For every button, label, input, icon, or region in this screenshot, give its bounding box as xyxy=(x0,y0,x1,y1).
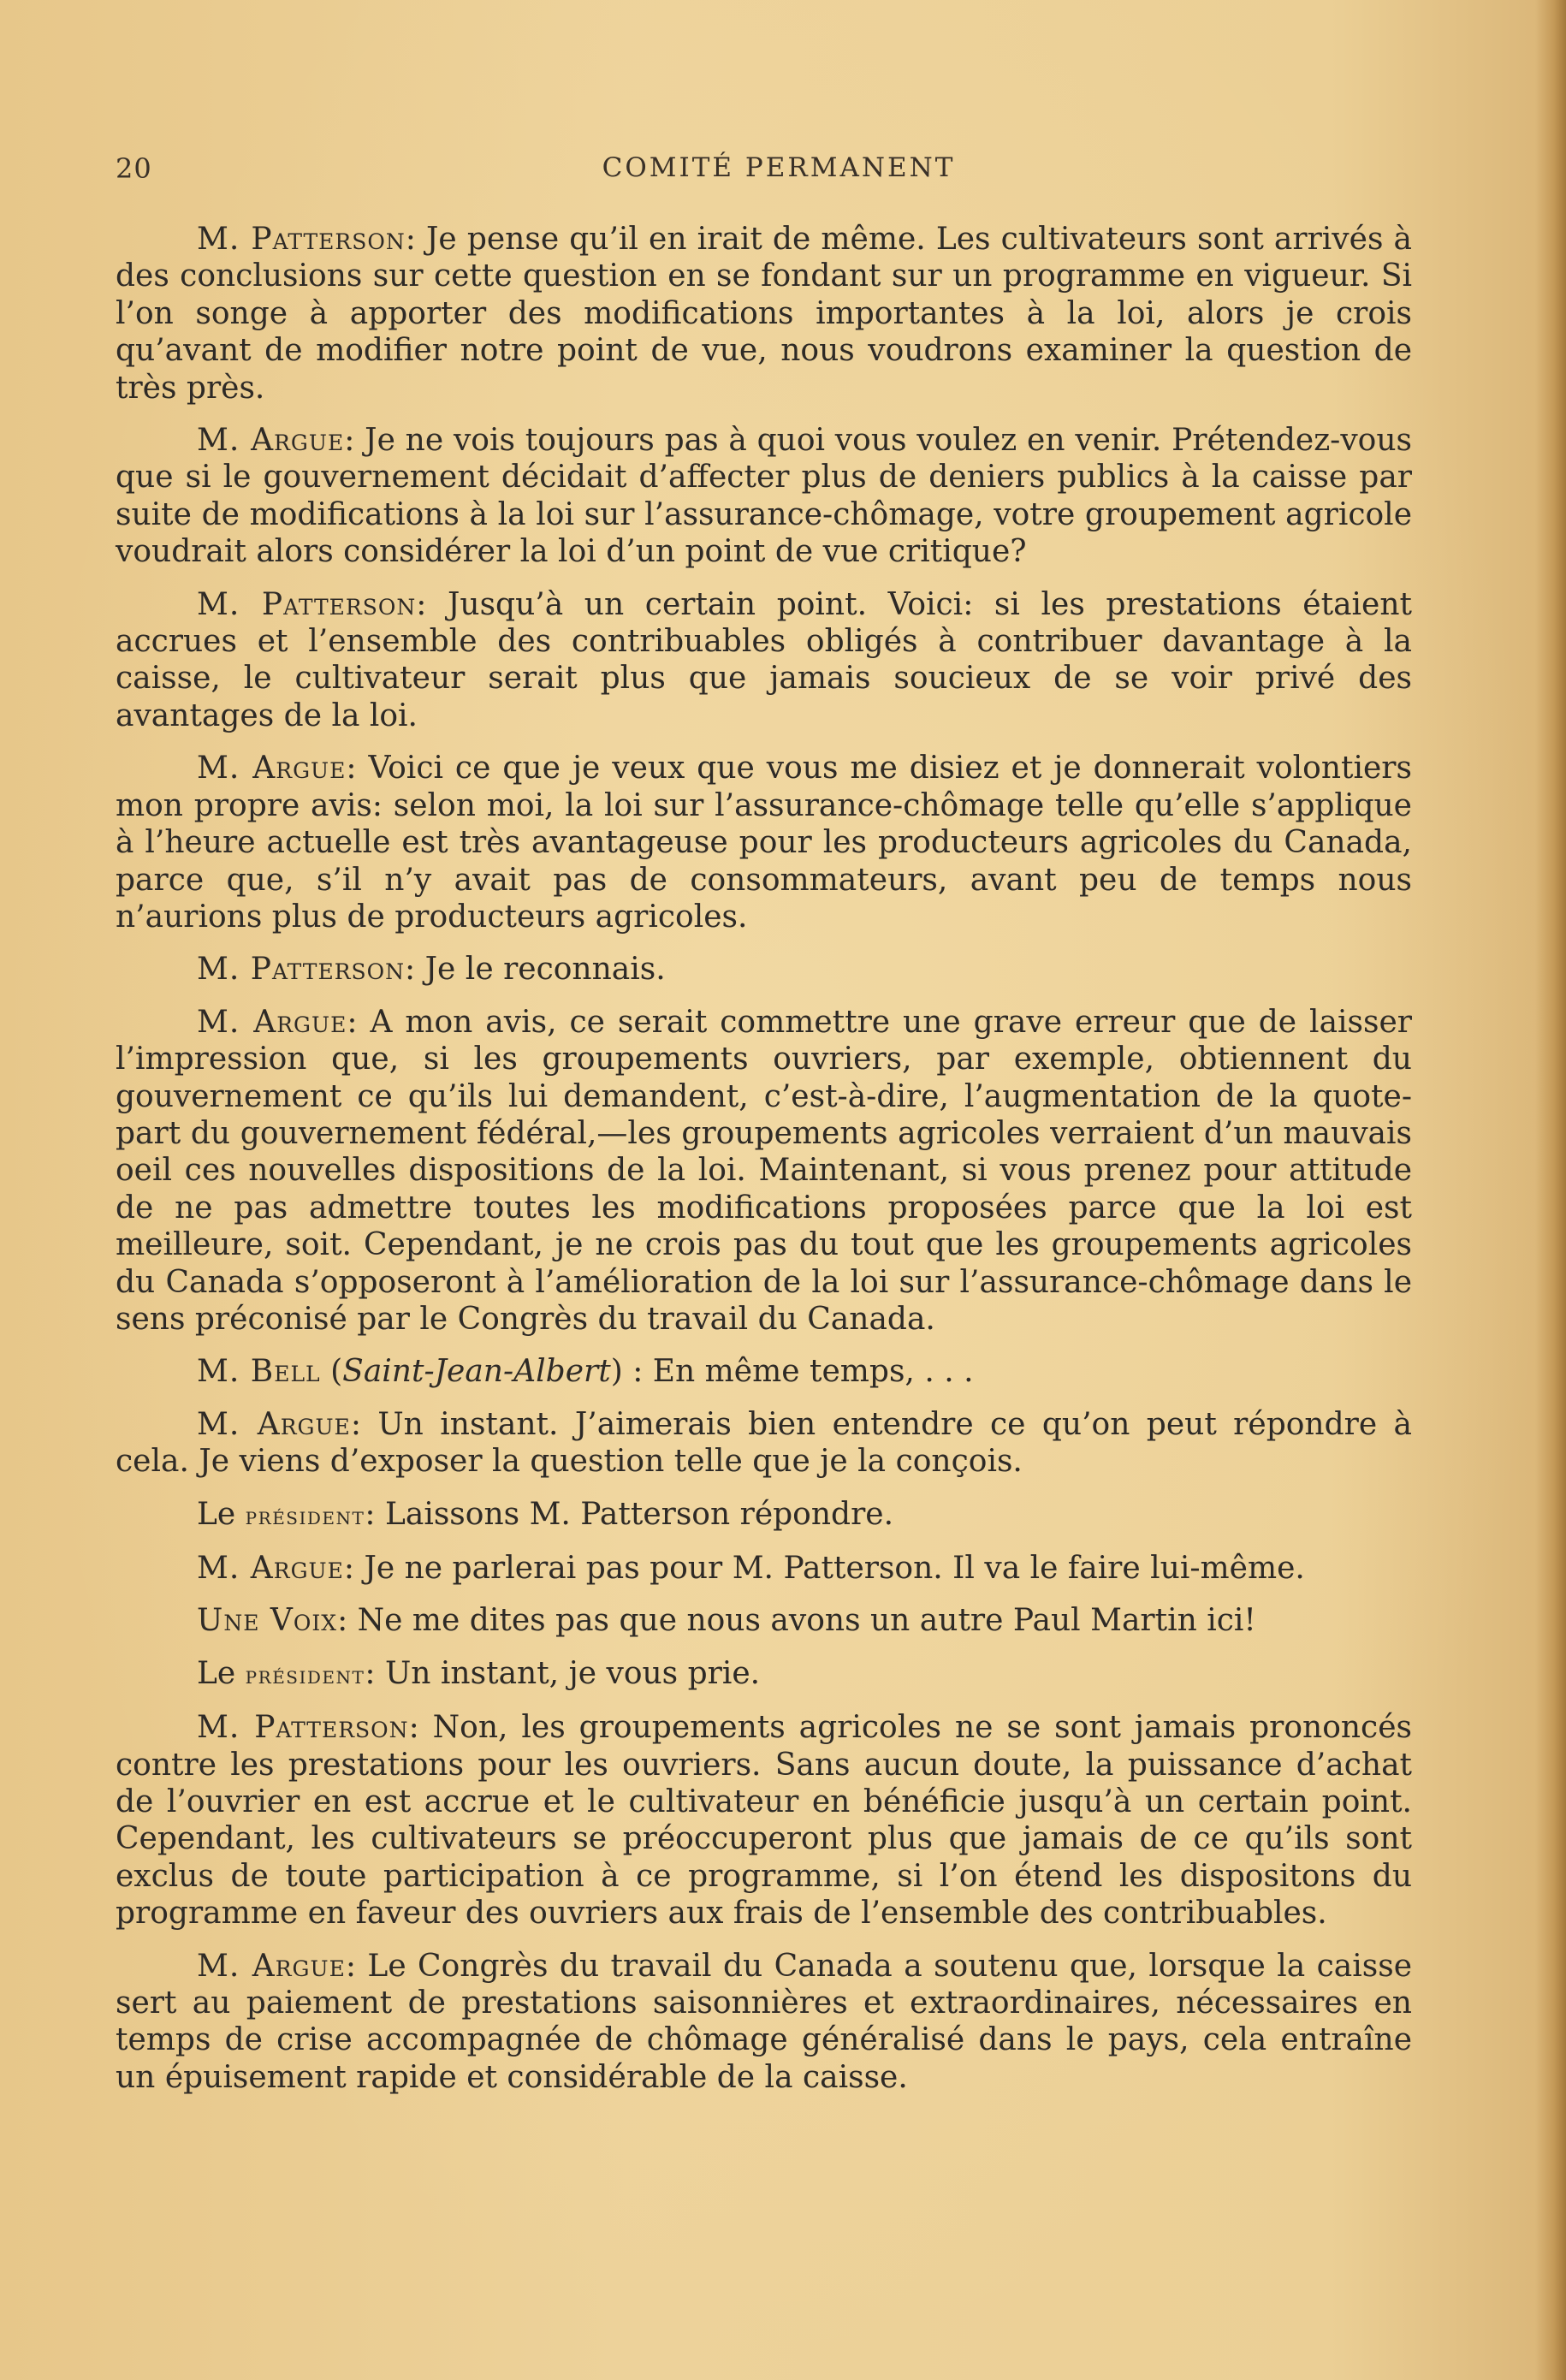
speaker-name: Une Voix xyxy=(197,1603,338,1639)
paragraph: M. Argue: Le Congrès du travail du Canada a soutenu que, lorsque la caisse sert au paiement de prestations saisonnières et extraordinaires, nécessaires en temps de crise accompagnée de chômage généralisé dans le pays, cela entraîne un épuisement rapide et considérable de la caisse. xyxy=(116,1948,1413,2095)
paragraph: M. Bell (Saint-Jean-Albert) : En même temps, . . . xyxy=(197,1354,974,1390)
paragraph-text: Non, les groupements agricoles ne se sont jamais prononcés contre les prestations pour les ouvriers. Sans aucun doute, la puissance d’achat de l’ouvrier en est accrue et le cultivateur en bénéficie jusqu’à un certain point. Cependant, les cultivateurs se préoccuperont plus que jamais de ce qu’ils sont exclus de toute participation à ce programme, si l’on étend les dispositons du programme en faveur des ouvriers aux frais de l’ensemble des contribuables. xyxy=(116,1710,1412,1932)
paragraph-text: Je ne parlerai pas pour M. Patterson. Il va le faire lui-même. xyxy=(364,1551,1305,1586)
page-number: 20 xyxy=(116,152,152,185)
paragraph: M. Argue: Je ne vois toujours pas à quoi vous voulez en venir. Prétendez-vous que si le gouvernement décidait d’affecter plus de deniers publics à la caisse par suite de modifications à la loi sur l’assurance-chômage, votre groupement agricole voudrait alors considérer la loi d’un point de vue critique? xyxy=(116,423,1413,570)
speaker-name: M. Argue xyxy=(197,1004,347,1040)
speaker-riding: Saint-Jean-Albert xyxy=(342,1354,611,1390)
page-header xyxy=(116,152,1408,195)
paragraph-text: Ne me dites pas que nous avons un autre Paul Martin ici! xyxy=(357,1603,1256,1639)
paragraph: M. Argue: Voici ce que je veux que vous me disiez et je donnerait volontiers mon propre avis: selon moi, la loi sur l’assurance-chômage telle qu’elle s’applique à l’heure actuelle est très avantageuse pour les producteurs agricoles du Canada, parce que, s’il n’y avait pas de consommateurs, avant peu de temps nous n’aurions plus de producteurs agricoles. xyxy=(116,751,1412,935)
speaker-title: président xyxy=(245,1660,365,1689)
paragraph: Le président: Un instant, je vous prie. xyxy=(197,1655,761,1691)
speaker-name: M. Argue xyxy=(197,1948,346,1984)
speaker-prefix: Le xyxy=(197,1655,236,1691)
transcript-body xyxy=(116,221,1412,2111)
speaker-name: M. Patterson xyxy=(197,952,406,988)
speaker-prefix: Le xyxy=(197,1496,236,1532)
paragraph: M. Patterson: Je le reconnais. xyxy=(197,952,666,988)
speaker-name: M. Patterson xyxy=(197,222,406,257)
speaker-name: M. Patterson xyxy=(197,1710,409,1746)
speaker-name: M. Argue xyxy=(197,751,347,786)
paragraph: M. Argue: A mon avis, ce serait commettre une grave erreur que de laisser l’impression que, si les groupements ouvriers, par exemple, obtiennent du gouvernement ce qu’ils lui demandent, c’est-à-dire, l’augmentation de la quote-part du gouvernement fédéral,—les groupements agricoles verraient d’un mauvais oeil ces nouvelles dispositions de la loi. Maintenant, si vous prenez pour attitude de ne pas admettre toutes les modifications proposées parce que la loi est meilleure, soit. Cependant, je ne crois pas du tout que les groupements agricoles du Canada s’opposeront à l’amélioration de la loi sur l’assurance-chômage dans le sens préconisé par le Congrès du travail du Canada. xyxy=(116,1004,1413,1337)
paragraph-text: Un instant. J’aimerais bien entendre ce qu’on peut répondre à cela. Je viens d’exposer la question telle que je la conçois. xyxy=(116,1406,1413,1480)
paragraph-text: Le Congrès du travail du Canada a soutenu que, lorsque la caisse sert au paiement de prestations saisonnières et extraordinaires, nécessaires en temps de crise accompagnée de chômage généralisé dans le pays, cela entraîne un épuisement rapide et considérable de la caisse. xyxy=(116,1948,1413,2095)
paragraph: Une Voix: Ne me dites pas que nous avons un autre Paul Martin ici! xyxy=(197,1603,1256,1639)
paragraph-text: A mon avis, ce serait commettre une grave erreur que de laisser l’impression que, si les groupements ouvriers, par exemple, obtiennent du gouvernement ce qu’ils lui demandent, c’est-à-dire, l’augmentation de la quote-part du gouvernement fédéral,—les groupements agricoles verraient d’un mauvais oeil ces nouvelles dispositions de la loi. Maintenant, si vous prenez pour attitude de ne pas admettre toutes les modifications proposées parce que la loi est meilleure, soit. Cependant, je ne crois pas du tout que les groupements agricoles du Canada s’opposeront à l’amélioration de la loi sur l’assurance-chômage dans le sens préconisé par le Congrès du travail du Canada. xyxy=(116,1004,1413,1337)
paragraph: M. Argue: Un instant. J’aimerais bien entendre ce qu’on peut répondre à cela. Je viens d’exposer la question telle que je la conçois. xyxy=(116,1406,1413,1480)
speaker-name: M. Bell xyxy=(197,1354,321,1390)
running-title: COMITÉ PERMANENT xyxy=(602,152,956,183)
paragraph-text: Je ne vois toujours pas à quoi vous voulez en venir. Prétendez-vous que si le gouvernement décidait d’affecter plus de deniers publics à la caisse par suite de modifications à la loi sur l’assurance-chômage, votre groupement agricole voudrait alors considérer la loi d’un point de vue critique? xyxy=(116,423,1413,570)
paragraph: M. Patterson: Non, les groupements agricoles ne se sont jamais prononcés contre les prestations pour les ouvriers. Sans aucun doute, la puissance d’achat de l’ouvrier en est accrue et le cultivateur en bénéficie jusqu’à un certain point. Cependant, les cultivateurs se préoccuperont plus que jamais de ce qu’ils sont exclus de toute participation à ce programme, si l’on étend les dispositons du programme en faveur des ouvriers aux frais de l’ensemble des contribuables. xyxy=(116,1710,1412,1932)
paragraph-text: Jusqu’à un certain point. Voici: si les prestations étaient accrues et l’ensemble des contribuables obligés à contribuer davantage à la caisse, le cultivateur serait plus que jamais soucieux de se voir privé des avantages de la loi. xyxy=(116,586,1413,733)
paragraph-text: Voici ce que je veux que vous me disiez et je donnerait volontiers mon propre avis: selon moi, la loi sur l’assurance-chômage telle qu’elle s’applique à l’heure actuelle est très avantageuse pour les producteurs agricoles du Canada, parce que, s’il n’y avait pas de consommateurs, avant peu de temps nous n’aurions plus de producteurs agricoles. xyxy=(116,751,1412,935)
paragraph: Le président: Laissons M. Patterson répondre. xyxy=(197,1496,894,1532)
paragraph-text: Un instant, je vous prie. xyxy=(384,1655,761,1691)
paragraph: M. Patterson: Je pense qu’il en irait de même. Les cultivateurs sont arrivés à des conclusions sur cette question en se fondant sur un programme en vigueur. Si l’on songe à apporter des modifications importantes à la loi, alors je crois qu’avant de modifier notre point de vue, nous voudrons examiner la question de très près. xyxy=(116,222,1412,406)
speaker-name: M. Argue xyxy=(197,1406,351,1442)
page-edge-shadow xyxy=(1535,0,1566,2380)
paragraph-text: Laissons M. Patterson répondre. xyxy=(384,1496,894,1532)
paragraph-text: En même temps, . . . xyxy=(652,1354,974,1390)
paragraph-text: Je pense qu’il en irait de même. Les cultivateurs sont arrivés à des conclusions sur cette question en se fondant sur un programme en vigueur. Si l’on songe à apporter des modifications importantes à la loi, alors je crois qu’avant de modifier notre point de vue, nous voudrons examiner la question de très près. xyxy=(116,222,1412,406)
paragraph: M. Argue: Je ne parlerai pas pour M. Patterson. Il va le faire lui-même. xyxy=(197,1551,1305,1586)
paragraph-text: Je le reconnais. xyxy=(424,952,666,988)
speaker-name: M. Patterson xyxy=(197,586,417,622)
paragraph: M. Patterson: Jusqu’à un certain point. Voici: si les prestations étaient accrues et l’ensemble des contribuables obligés à contribuer davantage à la caisse, le cultivateur serait plus que jamais soucieux de se voir privé des avantages de la loi. xyxy=(116,586,1413,733)
speaker-title: président xyxy=(245,1501,365,1530)
speaker-name: M. Argue xyxy=(197,423,345,459)
speaker-name: M. Argue xyxy=(197,1551,344,1586)
